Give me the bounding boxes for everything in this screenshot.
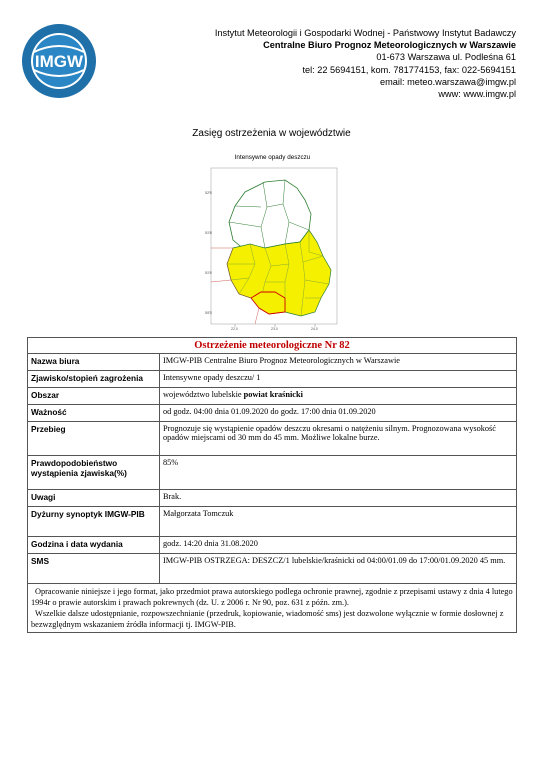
row-label: Zjawisko/stopień zagrożenia: [28, 371, 160, 388]
map-subtitle: Intensywne opady deszczu: [234, 154, 311, 161]
svg-text:52.5: 52.5: [205, 191, 212, 195]
region-map: [205, 152, 340, 332]
row-label: Ważność: [28, 405, 160, 422]
svg-text:51.8: 51.8: [205, 231, 212, 235]
row-label: Obszar: [28, 388, 160, 405]
row-value: Małgorzata Tomczuk: [160, 507, 517, 537]
bureau-name: Centralne Biuro Prognoz Meteorologicznych w Warszawie: [263, 40, 516, 51]
row-value: [160, 388, 517, 405]
institute-name: Instytut Meteorologii i Gospodarki Wodnej - Państwowy Instytut Badawczy: [214, 28, 516, 38]
row-value: IMGW-PIB OSTRZEGA: DESZCZ/1 lubelskie/kraśnicki od 04:00/01.09 do 17:00/01.09.2020 45 mm.: [160, 554, 517, 584]
svg-text:51.0: 51.0: [205, 271, 212, 275]
row-value: od godz. 04:00 dnia 01.09.2020 do godz. 17:00 dnia 01.09.2020: [160, 405, 517, 422]
row-value: 85%: [160, 456, 517, 490]
svg-text:22.0: 22.0: [231, 327, 238, 331]
row-value: Intensywne opady deszczu/ 1: [160, 371, 517, 388]
warning-title: Ostrzeżenie meteorologiczne Nr 82: [28, 338, 517, 354]
row-label: Przebieg: [28, 422, 160, 456]
area-region: województwo lubelskie: [163, 390, 244, 399]
table-row: [28, 405, 517, 422]
row-label: Prawdopodobieństwo wystąpienia zjawiska(%): [28, 456, 160, 490]
table-row: [28, 554, 517, 584]
copyright-note-1: Opracowanie niniejsze i jego format, jako przedmiot prawa autorskiego podlega ochronie prawnej, zgodnie z przepisami ustawy z dnia 4 lutego 1994r o prawie autorskim i prawach pokrewnych (dz. U. z 2006 r. Nr 90, poz. 631 z późn. zm.).: [31, 587, 513, 607]
row-label: Godzina i data wydania: [28, 537, 160, 554]
table-row: [28, 354, 517, 371]
row-value: godz. 14:20 dnia 31.08.2020: [160, 537, 517, 554]
address: 01-673 Warszawa ul. Podleśna 61: [376, 52, 516, 63]
table-row: [28, 456, 517, 490]
header-block: [156, 27, 516, 100]
row-value: Prognozuje się wystąpienie opadów deszczu okresami o natężeniu silnym. Prognozowana wysokość opadów miejscami od 30 mm do 45 mm. Możliwe lokalne burze.: [160, 422, 517, 456]
map-title: Zasięg ostrzeżenia w województwie: [192, 128, 351, 139]
row-value: Brak.: [160, 490, 517, 507]
area-district: powiat kraśnicki: [243, 390, 303, 399]
table-row: [28, 507, 517, 537]
logo-text: IMGW: [34, 52, 84, 71]
row-label: Nazwa biura: [28, 354, 160, 371]
email[interactable]: email: meteo.warszawa@imgw.pl: [380, 76, 516, 87]
copyright-note-2: Wszelkie dalsze udostępnianie, rozpowszechnianie (przedruk, kopiowanie, wiadomość sms) jest dozwolone wyłącznie w formie dosłownej z bezwzględnym wskazaniem źródła informacji tj. IMGW-PIB.: [31, 609, 504, 629]
table-row: [28, 371, 517, 388]
table-row: [28, 537, 517, 554]
row-label: Dyżurny synoptyk IMGW-PIB: [28, 507, 160, 537]
row-label: SMS: [28, 554, 160, 584]
svg-text:23.0: 23.0: [271, 327, 278, 331]
imgw-logo: [20, 22, 98, 100]
copyright-note: [28, 584, 517, 633]
table-row: [28, 422, 517, 456]
phone: tel: 22 5694151, kom. 781774153, fax: 022-5694151: [302, 64, 516, 75]
row-value: IMGW-PIB Centralne Biuro Prognoz Meteorologicznych w Warszawie: [160, 354, 517, 371]
table-row: [28, 388, 517, 405]
table-row: [28, 490, 517, 507]
svg-text:50.3: 50.3: [205, 311, 212, 315]
row-label: Uwagi: [28, 490, 160, 507]
warning-table: [27, 337, 517, 633]
svg-text:24.0: 24.0: [311, 327, 318, 331]
website[interactable]: www: www.imgw.pl: [438, 89, 516, 100]
